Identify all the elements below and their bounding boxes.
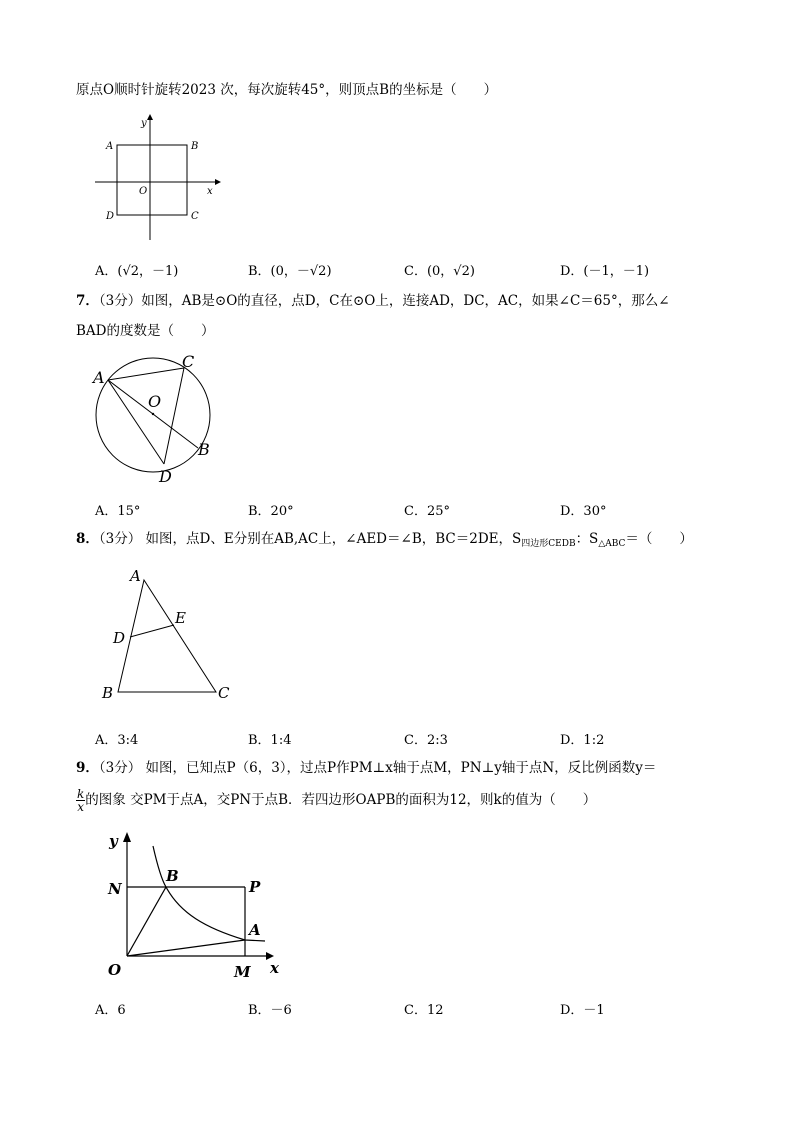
q8-number: 8． — [76, 531, 99, 547]
q9-figure — [100, 828, 290, 983]
q9-x-label: x — [270, 959, 279, 977]
q9-y-label: y — [109, 832, 118, 850]
q8-score: （3分） — [98, 531, 142, 547]
q9-option-a[interactable]: A．6 — [95, 1003, 126, 1018]
q6-option-b[interactable]: B．(0，－√2) — [248, 264, 332, 279]
q9-frac-den: x — [77, 800, 85, 814]
q7-O-label: O — [148, 392, 162, 411]
q7-option-d[interactable]: D．30° — [560, 504, 607, 519]
q6-option-d[interactable]: D．(－1，－1) — [560, 264, 650, 279]
q9-M-label: M — [234, 963, 251, 981]
q8-figure — [100, 565, 240, 705]
q7-option-c[interactable]: C．25° — [404, 504, 450, 519]
q8-stem-1: 如图，点D、E分别在AB,AC上，∠AED＝∠B，BC＝2DE，S — [145, 531, 522, 547]
q8-option-b[interactable]: B．1:4 — [248, 733, 292, 748]
q9-P-label: P — [249, 878, 261, 896]
q6-stem: 原点O顺时针旋转2023 次，每次旋转45°，则顶点B的坐标是（ ） — [76, 82, 498, 98]
q9-option-b[interactable]: B．－6 — [248, 1003, 292, 1018]
q7-figure — [88, 350, 228, 490]
q9-N-label: N — [108, 880, 122, 898]
q8-D-label: D — [113, 629, 126, 647]
q8-line1 — [76, 530, 693, 553]
q9-B-label: B — [166, 867, 179, 885]
q9-option-d[interactable]: D．－1 — [560, 1003, 605, 1018]
q7-stem-1: 如图，AB是⊙O的直径，点D，C在⊙O上，连接AD，DC，AC，如果∠C＝65°，那么∠ — [141, 293, 670, 309]
q9-option-c[interactable]: C．12 — [404, 1003, 444, 1018]
q9-stem-2: 的图象 交PM于点A，交PN于点B．若四边形OAPB的面积为12，则k的值为（ ） — [85, 792, 597, 808]
q9-stem-1: 如图，已知点P（6，3），过点P作PM⊥x轴于点M，PN⊥y轴于点N，反比例函数y＝ — [145, 760, 657, 776]
q6-B-label: B — [191, 141, 199, 152]
q8-A-label: A — [130, 567, 141, 585]
q9-A-label: A — [249, 921, 261, 939]
q7-score: （3分） — [98, 293, 142, 309]
q8-sub-triangle: △ABC — [598, 539, 626, 549]
q8-C-label: C — [218, 684, 230, 702]
q7-option-b[interactable]: B．20° — [248, 504, 294, 519]
q8-B-label: B — [102, 684, 114, 702]
q7-B-label: B — [198, 440, 210, 459]
q6-C-label: C — [191, 211, 199, 222]
q9-score: （3分） — [98, 760, 142, 776]
q7-A-label: A — [93, 368, 105, 387]
q9-fraction — [76, 788, 85, 813]
q8-sub-quad: 四边形CEDB — [521, 539, 576, 549]
q7-C-label: C — [182, 352, 195, 371]
q8-E-label: E — [175, 609, 186, 627]
q7-option-a[interactable]: A．15° — [95, 504, 141, 519]
q9-O-label: O — [108, 961, 122, 979]
q6-y-label: y — [141, 118, 147, 129]
q7-line1 — [76, 292, 670, 310]
q9-line2 — [76, 786, 596, 814]
q9-line1 — [76, 759, 656, 777]
q7-D-label: D — [159, 467, 172, 486]
q8-stem-end: ＝（ ） — [625, 531, 693, 547]
q6-D-label: D — [106, 211, 115, 222]
q9-frac-num: k — [77, 787, 85, 801]
q8-option-a[interactable]: A．3:4 — [95, 733, 139, 748]
q6-x-label: x — [207, 186, 213, 197]
q6-option-c[interactable]: C．(0，√2) — [404, 264, 475, 279]
q8-option-c[interactable]: C．2:3 — [404, 733, 448, 748]
q6-O-label: O — [139, 186, 148, 197]
q6-option-a[interactable]: A．(√2，－1) — [95, 264, 179, 279]
q7-number: 7． — [76, 293, 99, 309]
q9-number: 9． — [76, 760, 99, 776]
q6-figure — [90, 112, 230, 247]
q6-A-label: A — [106, 141, 114, 152]
q8-option-d[interactable]: D．1:2 — [560, 733, 605, 748]
q7-line2: BAD的度数是（ ） — [76, 323, 215, 339]
q8-colon: ：S — [575, 531, 599, 547]
